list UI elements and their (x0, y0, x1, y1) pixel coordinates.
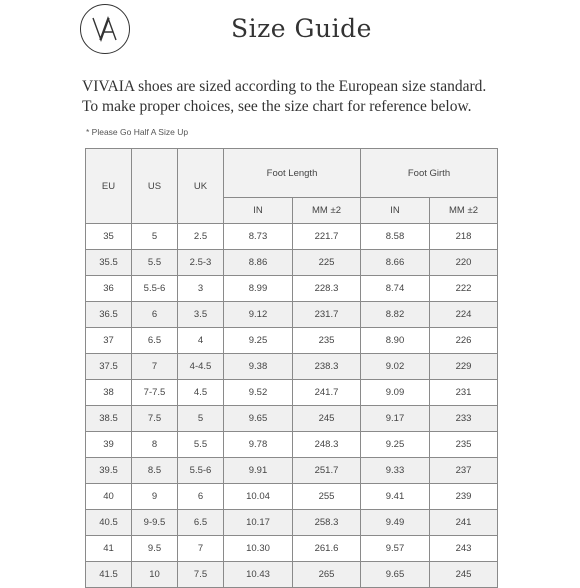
cell-girth-in: 9.41 (361, 484, 430, 510)
cell-us: 10 (132, 562, 178, 588)
table-row (86, 276, 498, 302)
cell-girth-mm: 220 (430, 250, 498, 276)
cell-length-mm: 238.3 (293, 354, 361, 380)
header-foot-girth: Foot Girth (361, 149, 498, 198)
table-row (86, 432, 498, 458)
cell-length-mm: 251.7 (293, 458, 361, 484)
cell-length-mm: 231.7 (293, 302, 361, 328)
cell-length-mm: 221.7 (293, 224, 361, 250)
size-rows (86, 224, 498, 588)
cell-length-in: 10.30 (224, 536, 293, 562)
cell-eu: 41 (86, 536, 132, 562)
cell-girth-mm: 239 (430, 484, 498, 510)
cell-eu: 36 (86, 276, 132, 302)
brand-logo (80, 4, 130, 54)
header-eu: EU (86, 149, 132, 224)
cell-eu: 36.5 (86, 302, 132, 328)
cell-length-in: 8.73 (224, 224, 293, 250)
cell-uk: 4-4.5 (178, 354, 224, 380)
cell-us: 9 (132, 484, 178, 510)
table-row (86, 406, 498, 432)
cell-length-in: 9.12 (224, 302, 293, 328)
cell-length-in: 9.91 (224, 458, 293, 484)
cell-uk: 2.5-3 (178, 250, 224, 276)
header-girth-in: IN (361, 198, 430, 224)
page-title: Size Guide (231, 14, 372, 43)
table-row (86, 536, 498, 562)
cell-girth-in: 9.25 (361, 432, 430, 458)
cell-eu: 39 (86, 432, 132, 458)
cell-us: 5 (132, 224, 178, 250)
cell-length-mm: 255 (293, 484, 361, 510)
cell-girth-in: 9.33 (361, 458, 430, 484)
cell-girth-in: 8.66 (361, 250, 430, 276)
cell-uk: 5.5-6 (178, 458, 224, 484)
cell-girth-in: 9.02 (361, 354, 430, 380)
table-row (86, 510, 498, 536)
cell-girth-in: 9.65 (361, 562, 430, 588)
intro-text (82, 77, 486, 117)
cell-length-mm: 241.7 (293, 380, 361, 406)
cell-length-mm: 228.3 (293, 276, 361, 302)
cell-girth-mm: 222 (430, 276, 498, 302)
cell-eu: 37 (86, 328, 132, 354)
cell-girth-mm: 237 (430, 458, 498, 484)
cell-uk: 2.5 (178, 224, 224, 250)
cell-length-in: 10.04 (224, 484, 293, 510)
table-row (86, 224, 498, 250)
cell-length-mm: 248.3 (293, 432, 361, 458)
cell-girth-mm: 231 (430, 380, 498, 406)
header-foot-length: Foot Length (224, 149, 361, 198)
cell-length-in: 9.38 (224, 354, 293, 380)
cell-length-in: 8.86 (224, 250, 293, 276)
cell-girth-mm: 229 (430, 354, 498, 380)
header-length-in: IN (224, 198, 293, 224)
cell-girth-in: 8.82 (361, 302, 430, 328)
brand-monogram-icon (81, 5, 128, 52)
cell-girth-in: 9.49 (361, 510, 430, 536)
cell-us: 5.5-6 (132, 276, 178, 302)
table-row (86, 458, 498, 484)
size-note: * Please Go Half A Size Up (86, 127, 189, 137)
cell-length-mm: 245 (293, 406, 361, 432)
table-row (86, 354, 498, 380)
cell-girth-in: 9.17 (361, 406, 430, 432)
cell-uk: 3.5 (178, 302, 224, 328)
table-row (86, 562, 498, 588)
cell-girth-in: 8.74 (361, 276, 430, 302)
intro-line-2: To make proper choices, see the size chart for reference below. (82, 98, 472, 115)
cell-uk: 7.5 (178, 562, 224, 588)
cell-eu: 35.5 (86, 250, 132, 276)
cell-us: 8.5 (132, 458, 178, 484)
cell-girth-mm: 243 (430, 536, 498, 562)
cell-girth-mm: 245 (430, 562, 498, 588)
cell-uk: 4 (178, 328, 224, 354)
cell-girth-mm: 235 (430, 432, 498, 458)
table-row (86, 250, 498, 276)
intro-line-1: VIVAIA shoes are sized according to the European size standard. (82, 78, 487, 95)
table-row (86, 380, 498, 406)
cell-length-in: 8.99 (224, 276, 293, 302)
cell-us: 6 (132, 302, 178, 328)
cell-girth-in: 8.58 (361, 224, 430, 250)
cell-uk: 7 (178, 536, 224, 562)
cell-eu: 39.5 (86, 458, 132, 484)
cell-us: 5.5 (132, 250, 178, 276)
cell-length-mm: 261.6 (293, 536, 361, 562)
table-row (86, 328, 498, 354)
cell-eu: 38 (86, 380, 132, 406)
cell-length-in: 10.17 (224, 510, 293, 536)
cell-girth-in: 9.09 (361, 380, 430, 406)
cell-girth-mm: 224 (430, 302, 498, 328)
cell-length-mm: 235 (293, 328, 361, 354)
cell-length-in: 9.52 (224, 380, 293, 406)
header-us: US (132, 149, 178, 224)
cell-eu: 37.5 (86, 354, 132, 380)
cell-uk: 5.5 (178, 432, 224, 458)
cell-uk: 6.5 (178, 510, 224, 536)
cell-us: 7 (132, 354, 178, 380)
cell-eu: 35 (86, 224, 132, 250)
cell-girth-mm: 241 (430, 510, 498, 536)
cell-girth-mm: 226 (430, 328, 498, 354)
cell-eu: 40 (86, 484, 132, 510)
cell-uk: 6 (178, 484, 224, 510)
cell-us: 7-7.5 (132, 380, 178, 406)
header-girth-mm: MM ±2 (430, 198, 498, 224)
cell-girth-mm: 218 (430, 224, 498, 250)
cell-us: 9-9.5 (132, 510, 178, 536)
cell-eu: 41.5 (86, 562, 132, 588)
cell-us: 7.5 (132, 406, 178, 432)
cell-uk: 3 (178, 276, 224, 302)
cell-eu: 38.5 (86, 406, 132, 432)
cell-length-in: 10.43 (224, 562, 293, 588)
cell-uk: 4.5 (178, 380, 224, 406)
header-uk: UK (178, 149, 224, 224)
cell-length-mm: 258.3 (293, 510, 361, 536)
cell-length-in: 9.65 (224, 406, 293, 432)
size-chart-table (85, 148, 498, 588)
cell-girth-in: 8.90 (361, 328, 430, 354)
cell-length-mm: 265 (293, 562, 361, 588)
cell-length-in: 9.78 (224, 432, 293, 458)
header-length-mm: MM ±2 (293, 198, 361, 224)
cell-eu: 40.5 (86, 510, 132, 536)
table-row (86, 484, 498, 510)
cell-uk: 5 (178, 406, 224, 432)
cell-us: 9.5 (132, 536, 178, 562)
cell-girth-mm: 233 (430, 406, 498, 432)
cell-length-mm: 225 (293, 250, 361, 276)
cell-girth-in: 9.57 (361, 536, 430, 562)
cell-us: 8 (132, 432, 178, 458)
table-row (86, 302, 498, 328)
cell-us: 6.5 (132, 328, 178, 354)
cell-length-in: 9.25 (224, 328, 293, 354)
